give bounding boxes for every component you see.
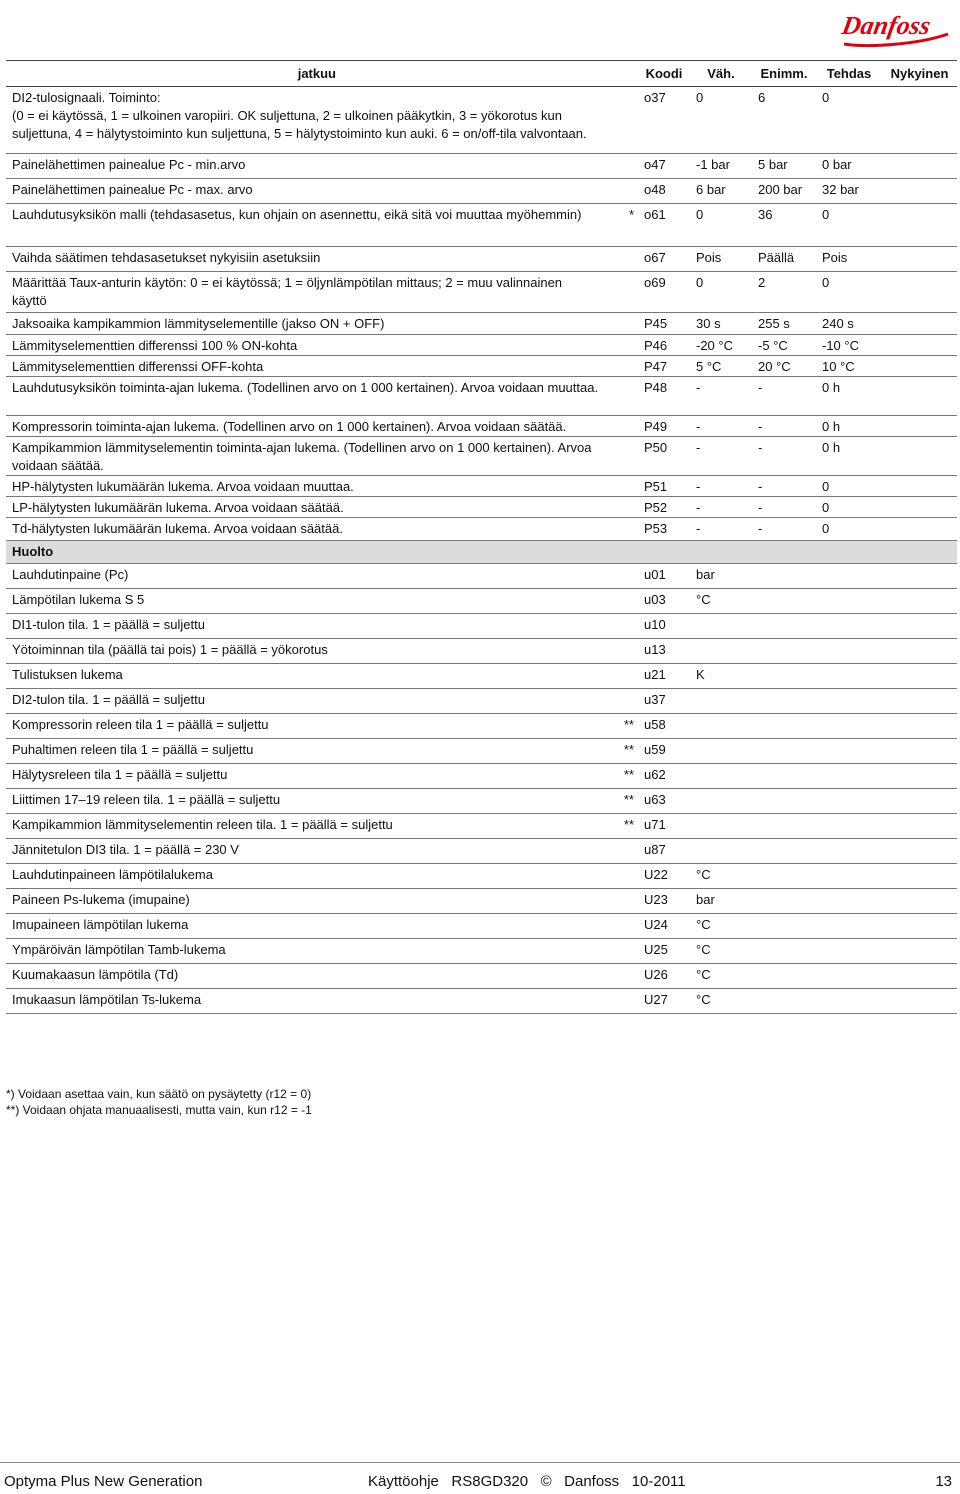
param-factory xyxy=(816,739,882,763)
section-title: Huolto xyxy=(12,544,54,559)
param-min xyxy=(690,739,752,763)
param-description: Td-hälytysten lukumäärän lukema. Arvoa voidaan säätää. xyxy=(12,521,343,536)
param-code: U24 xyxy=(644,917,668,932)
table-row xyxy=(6,939,957,964)
param-max xyxy=(752,564,816,588)
param-current xyxy=(882,154,957,178)
param-note-mark xyxy=(606,179,638,203)
param-description: DI2-tulosignaali. Toiminto: (0 = ei käytössä, 1 = ulkoinen varopiiri. OK suljettuna, 2 = ulkoinen pääkytkin, 3 = yökorotus kun suljettuna, 4 = hälytystoiminto kun suljettuna, 5 = hälytystoiminto kun auki. 6 = on/off-tila valvontaan. xyxy=(12,90,587,141)
param-max: - xyxy=(758,380,763,395)
param-description: LP-hälytysten lukumäärän lukema. Arvoa voidaan säätää. xyxy=(12,500,344,515)
param-max xyxy=(752,814,816,838)
param-code: u71 xyxy=(644,817,666,832)
table-row xyxy=(6,989,957,1014)
param-current xyxy=(882,764,957,788)
param-max xyxy=(752,714,816,738)
param-min: 30 s xyxy=(696,316,721,331)
param-description: Määrittää Taux-anturin käytön: 0 = ei käytössä; 1 = öljynlämpötilan mittaus; 2 = muu valinnainen käyttö xyxy=(12,275,563,308)
param-current xyxy=(882,356,957,376)
param-factory: 0 xyxy=(822,207,830,222)
param-description: Hälytysreleen tila 1 = päällä = suljettu xyxy=(12,767,228,782)
param-current xyxy=(882,864,957,888)
param-factory xyxy=(816,839,882,863)
param-note-mark xyxy=(606,335,638,355)
param-note-mark xyxy=(606,476,638,496)
param-description: Painelähettimen painealue Pc - max. arvo xyxy=(12,182,253,197)
param-max: - xyxy=(758,521,763,536)
header-title: jatkuu xyxy=(297,66,336,81)
param-code: P51 xyxy=(644,479,668,494)
param-factory xyxy=(816,814,882,838)
param-code: P53 xyxy=(644,521,668,536)
footer-document: Käyttöohje RS8GD320 © Danfoss 10-2011 xyxy=(368,1473,686,1490)
param-code: P47 xyxy=(644,359,668,374)
param-note-mark xyxy=(606,87,638,153)
param-description: Kompressorin releen tila 1 = päällä = suljettu xyxy=(12,717,269,732)
param-note-mark xyxy=(606,518,638,540)
table-row xyxy=(6,864,957,889)
param-min: 0 xyxy=(696,275,704,290)
param-factory xyxy=(816,914,882,938)
param-factory: 0 h xyxy=(822,419,841,434)
param-current xyxy=(882,889,957,913)
param-current xyxy=(882,476,957,496)
param-factory: 0 xyxy=(822,275,830,290)
param-min: °C xyxy=(696,917,711,932)
table-row xyxy=(6,179,957,204)
table-row xyxy=(6,839,957,864)
table-row xyxy=(6,889,957,914)
param-code: u13 xyxy=(644,642,666,657)
param-min: 0 xyxy=(696,90,704,105)
param-current xyxy=(882,964,957,988)
table-row xyxy=(6,497,957,518)
param-current xyxy=(882,689,957,713)
param-factory: 32 bar xyxy=(822,182,859,197)
table-row xyxy=(6,764,957,789)
param-code: U23 xyxy=(644,892,668,907)
param-note-mark xyxy=(606,839,638,863)
param-description: Kompressorin toiminta-ajan lukema. (Todellinen arvo on 1 000 kertainen). Arvoa voidaan säätää. xyxy=(12,419,567,434)
param-factory xyxy=(816,639,882,663)
table-row xyxy=(6,437,957,476)
page-number: 13 xyxy=(935,1473,952,1490)
param-current xyxy=(882,814,957,838)
param-factory: 0 xyxy=(822,90,830,105)
table-row xyxy=(6,814,957,839)
svg-text:Danfoss: Danfoss xyxy=(840,11,933,40)
param-min xyxy=(690,789,752,813)
param-note-mark xyxy=(606,377,638,415)
param-code: u03 xyxy=(644,592,666,607)
param-code: o48 xyxy=(644,182,666,197)
param-note-mark: ** xyxy=(623,817,634,832)
table-row xyxy=(6,664,957,689)
param-max xyxy=(752,739,816,763)
param-current xyxy=(882,564,957,588)
param-max xyxy=(752,914,816,938)
param-factory xyxy=(816,589,882,613)
param-description: DI2-tulon tila. 1 = päällä = suljettu xyxy=(12,692,205,707)
param-max: 200 bar xyxy=(758,182,803,197)
param-min xyxy=(690,839,752,863)
param-code: U22 xyxy=(644,867,668,882)
param-current xyxy=(882,839,957,863)
param-min: - xyxy=(696,521,701,536)
param-max: 6 xyxy=(758,90,766,105)
param-min: 6 bar xyxy=(696,182,726,197)
param-current xyxy=(882,335,957,355)
header-factory: Tehdas xyxy=(826,66,872,81)
param-description: Lauhdutinpaine (Pc) xyxy=(12,567,129,582)
param-description: Yötoiminnan tila (päällä tai pois) 1 = päällä = yökorotus xyxy=(12,642,328,657)
param-current xyxy=(882,914,957,938)
param-code: u58 xyxy=(644,717,666,732)
param-current xyxy=(882,664,957,688)
param-note-mark xyxy=(606,964,638,988)
param-min: - xyxy=(696,419,701,434)
param-description: Painelähettimen painealue Pc - min.arvo xyxy=(12,157,246,172)
param-description: Lauhdutusyksikön malli (tehdasasetus, kun ohjain on asennettu, eikä sitä voi muuttaa myöhemmin) xyxy=(12,207,582,222)
footnote: **) Voidaan ohjata manuaalisesti, mutta vain, kun r12 = -1 xyxy=(6,1103,312,1117)
param-factory: Pois xyxy=(822,250,848,265)
table-row xyxy=(6,739,957,764)
param-max: 255 s xyxy=(758,316,790,331)
param-current xyxy=(882,272,957,312)
param-max xyxy=(752,614,816,638)
param-max: 20 °C xyxy=(758,359,791,374)
param-code: u21 xyxy=(644,667,666,682)
param-factory: 0 xyxy=(822,500,830,515)
parameter-table xyxy=(6,60,957,1014)
param-description: Paineen Ps-lukema (imupaine) xyxy=(12,892,190,907)
param-max: 5 bar xyxy=(758,157,788,172)
param-factory xyxy=(816,789,882,813)
param-max: - xyxy=(758,440,763,455)
param-code: P45 xyxy=(644,316,668,331)
table-row xyxy=(6,87,957,154)
table-row xyxy=(6,204,957,247)
param-current xyxy=(882,204,957,246)
table-row xyxy=(6,518,957,541)
param-current xyxy=(882,714,957,738)
param-max xyxy=(752,689,816,713)
param-description: Jännitetulon DI3 tila. 1 = päällä = 230 V xyxy=(12,842,239,857)
param-note-mark xyxy=(606,989,638,1013)
param-note-mark xyxy=(606,939,638,963)
param-min: bar xyxy=(696,567,715,582)
param-max xyxy=(752,589,816,613)
param-note-mark xyxy=(606,639,638,663)
param-code: P49 xyxy=(644,419,668,434)
table-row xyxy=(6,313,957,335)
param-min: -20 °C xyxy=(696,338,733,353)
footnote: *) Voidaan asettaa vain, kun säätö on pysäytetty (r12 = 0) xyxy=(6,1087,312,1101)
param-factory xyxy=(816,939,882,963)
param-code: P46 xyxy=(644,338,668,353)
param-description: Lauhdutinpaineen lämpötilalukema xyxy=(12,867,213,882)
param-code: P50 xyxy=(644,440,668,455)
table-row xyxy=(6,272,957,313)
param-current xyxy=(882,518,957,540)
param-description: Lämpötilan lukema S 5 xyxy=(12,592,145,607)
table-row xyxy=(6,614,957,639)
table-row xyxy=(6,356,957,377)
param-max: -5 °C xyxy=(758,338,788,353)
table-row xyxy=(6,476,957,497)
param-note-mark xyxy=(606,154,638,178)
table-row xyxy=(6,639,957,664)
param-current xyxy=(882,497,957,517)
param-current xyxy=(882,639,957,663)
param-code: u62 xyxy=(644,767,666,782)
param-note-mark xyxy=(606,313,638,334)
param-max xyxy=(752,839,816,863)
param-code: o67 xyxy=(644,250,666,265)
footnotes xyxy=(6,1086,312,1118)
param-note-mark xyxy=(606,614,638,638)
param-min: °C xyxy=(696,867,711,882)
param-max: - xyxy=(758,500,763,515)
param-description: Vaihda säätimen tehdasasetukset nykyisiin asetuksiin xyxy=(12,250,321,265)
param-code: o47 xyxy=(644,157,666,172)
table-row xyxy=(6,416,957,437)
param-max: 36 xyxy=(758,207,773,222)
param-code: P48 xyxy=(644,380,668,395)
param-max xyxy=(752,864,816,888)
param-factory: 240 s xyxy=(822,316,854,331)
param-max xyxy=(752,639,816,663)
param-current xyxy=(882,437,957,475)
param-code: P52 xyxy=(644,500,668,515)
param-description: HP-hälytysten lukumäärän lukema. Arvoa voidaan muuttaa. xyxy=(12,479,354,494)
table-row xyxy=(6,789,957,814)
param-description: Kampikammion lämmityselementin releen tila. 1 = päällä = suljettu xyxy=(12,817,393,832)
param-note-mark: ** xyxy=(623,767,634,782)
param-description: Lämmityselementtien differenssi 100 % ON-kohta xyxy=(12,338,298,353)
param-factory xyxy=(816,764,882,788)
param-factory xyxy=(816,614,882,638)
param-max: 2 xyxy=(758,275,766,290)
param-current xyxy=(882,313,957,334)
param-note-mark: * xyxy=(628,207,634,222)
param-current xyxy=(882,939,957,963)
param-factory xyxy=(816,664,882,688)
header-max: Enimm. xyxy=(760,66,808,81)
param-factory xyxy=(816,689,882,713)
param-description: Ympäröivän lämpötilan Tamb-lukema xyxy=(12,942,226,957)
param-min: °C xyxy=(696,992,711,1007)
param-min: - xyxy=(696,380,701,395)
param-note-mark xyxy=(606,664,638,688)
section-header xyxy=(6,541,957,564)
param-note-mark: ** xyxy=(623,792,634,807)
table-row xyxy=(6,689,957,714)
param-note-mark xyxy=(606,437,638,475)
param-max xyxy=(752,789,816,813)
param-code: u63 xyxy=(644,792,666,807)
param-max: - xyxy=(758,419,763,434)
header-code: Koodi xyxy=(645,66,683,81)
header-min: Väh. xyxy=(707,66,735,81)
param-code: u37 xyxy=(644,692,666,707)
param-max xyxy=(752,764,816,788)
param-min: - xyxy=(696,479,701,494)
param-max xyxy=(752,889,816,913)
param-factory xyxy=(816,964,882,988)
param-factory xyxy=(816,564,882,588)
param-min xyxy=(690,614,752,638)
param-description: Kampikammion lämmityselementin toiminta-ajan lukema. (Todellinen arvo on 1 000 kertainen). Arvoa voidaan säätää. xyxy=(12,440,592,473)
param-factory: 0 h xyxy=(822,380,841,395)
param-description: Tulistuksen lukema xyxy=(12,667,123,682)
param-note-mark xyxy=(606,564,638,588)
param-note-mark: ** xyxy=(623,717,634,732)
param-current xyxy=(882,614,957,638)
param-max: - xyxy=(758,479,763,494)
param-note-mark xyxy=(606,889,638,913)
param-note-mark: ** xyxy=(623,742,634,757)
param-note-mark xyxy=(606,356,638,376)
param-code: u10 xyxy=(644,617,666,632)
param-current xyxy=(882,87,957,153)
param-factory xyxy=(816,714,882,738)
param-min: - xyxy=(696,500,701,515)
param-description: DI1-tulon tila. 1 = päällä = suljettu xyxy=(12,617,205,632)
param-factory xyxy=(816,864,882,888)
param-max: Päällä xyxy=(758,250,795,265)
param-min xyxy=(690,764,752,788)
param-code: o61 xyxy=(644,207,666,222)
param-factory: -10 °C xyxy=(822,338,859,353)
param-min xyxy=(690,689,752,713)
param-factory xyxy=(816,889,882,913)
param-min: -1 bar xyxy=(696,157,730,172)
table-row xyxy=(6,564,957,589)
param-min xyxy=(690,814,752,838)
param-code: U25 xyxy=(644,942,668,957)
table-row xyxy=(6,335,957,356)
param-note-mark xyxy=(606,497,638,517)
param-min: K xyxy=(696,667,705,682)
param-description: Lämmityselementtien differenssi OFF-kohta xyxy=(12,359,264,374)
param-factory: 0 h xyxy=(822,440,841,455)
param-min: °C xyxy=(696,592,711,607)
param-note-mark xyxy=(606,914,638,938)
param-current xyxy=(882,416,957,436)
param-max xyxy=(752,989,816,1013)
param-current xyxy=(882,179,957,203)
param-note-mark xyxy=(606,589,638,613)
table-row xyxy=(6,589,957,614)
param-factory: 0 xyxy=(822,521,830,536)
danfoss-logo xyxy=(840,4,952,48)
param-note-mark xyxy=(606,272,638,312)
table-row xyxy=(6,964,957,989)
param-code: U27 xyxy=(644,992,668,1007)
param-max xyxy=(752,664,816,688)
header-current: Nykyinen xyxy=(890,66,949,81)
param-current xyxy=(882,989,957,1013)
param-note-mark xyxy=(606,689,638,713)
param-current xyxy=(882,247,957,271)
table-row xyxy=(6,377,957,416)
param-min: Pois xyxy=(696,250,722,265)
param-current xyxy=(882,789,957,813)
param-factory: 0 xyxy=(822,479,830,494)
param-code: u87 xyxy=(644,842,666,857)
param-min: bar xyxy=(696,892,715,907)
param-description: Imukaasun lämpötilan Ts-lukema xyxy=(12,992,202,1007)
param-min xyxy=(690,639,752,663)
param-current xyxy=(882,739,957,763)
param-min: - xyxy=(696,440,701,455)
param-description: Kuumakaasun lämpötila (Td) xyxy=(12,967,179,982)
param-min: 0 xyxy=(696,207,704,222)
param-max xyxy=(752,939,816,963)
table-header xyxy=(6,60,957,87)
param-current xyxy=(882,589,957,613)
param-factory: 10 °C xyxy=(822,359,855,374)
param-description: Puhaltimen releen tila 1 = päällä = suljettu xyxy=(12,742,254,757)
param-factory xyxy=(816,989,882,1013)
param-min: °C xyxy=(696,967,711,982)
table-body xyxy=(6,87,957,1014)
param-current xyxy=(882,377,957,415)
page-footer xyxy=(0,1462,960,1494)
param-note-mark xyxy=(606,416,638,436)
param-description: Liittimen 17–19 releen tila. 1 = päällä = suljettu xyxy=(12,792,281,807)
param-description: Lauhdutusyksikön toiminta-ajan lukema. (Todellinen arvo on 1 000 kertainen). Arvoa voidaan muuttaa. xyxy=(12,380,599,395)
param-min: 5 °C xyxy=(696,359,722,374)
param-code: u59 xyxy=(644,742,666,757)
param-code: U26 xyxy=(644,967,668,982)
table-row xyxy=(6,154,957,179)
param-code: o69 xyxy=(644,275,666,290)
table-row xyxy=(6,247,957,272)
param-factory: 0 bar xyxy=(822,157,852,172)
param-code: u01 xyxy=(644,567,666,582)
param-code: o37 xyxy=(644,90,666,105)
param-description: Imupaineen lämpötilan lukema xyxy=(12,917,189,932)
table-row xyxy=(6,914,957,939)
param-description: Jaksoaika kampikammion lämmityselementille (jakso ON + OFF) xyxy=(12,316,385,331)
table-row xyxy=(6,714,957,739)
param-min: °C xyxy=(696,942,711,957)
param-max xyxy=(752,964,816,988)
footer-product: Optyma Plus New Generation xyxy=(4,1473,203,1490)
param-note-mark xyxy=(606,247,638,271)
param-min xyxy=(690,714,752,738)
param-note-mark xyxy=(606,864,638,888)
